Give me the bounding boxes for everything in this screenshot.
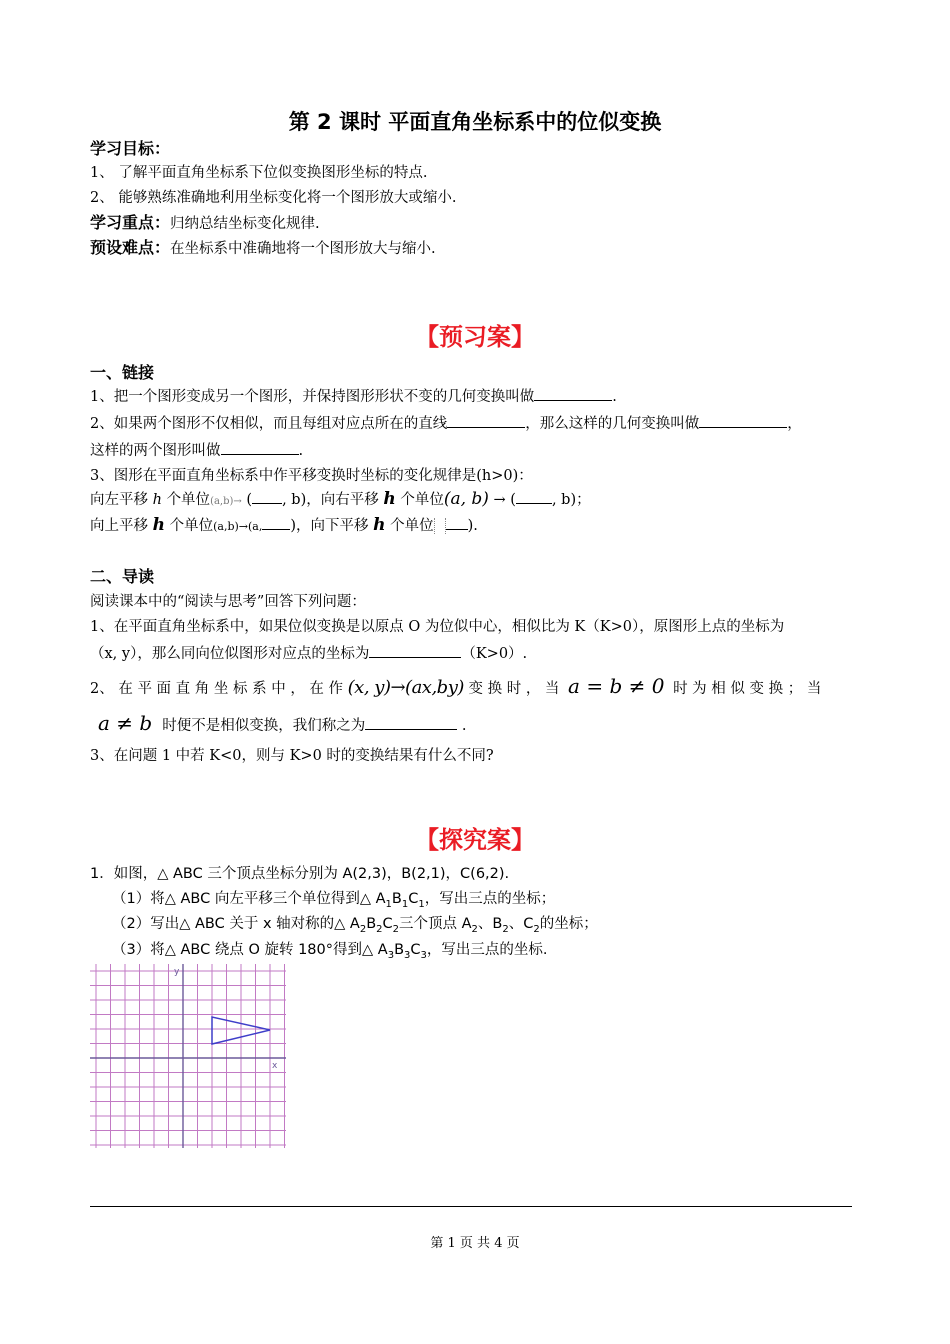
guide-q1: 1、在平面直角坐标系中，如果位似变换是以原点 O 为位似中心，相似比为 K（K>0），原图形上点的坐标为 xyxy=(90,619,785,635)
blank-guide-q2[interactable] xyxy=(365,714,457,730)
translate-up-down: 向上平移 h 个单位(a,b)→(a, )，向下平移 h 个单位 ). xyxy=(90,515,478,535)
blank-up[interactable] xyxy=(262,514,290,530)
blank-q2-a[interactable] xyxy=(447,412,525,428)
blank-q1[interactable] xyxy=(534,385,612,401)
x-axis-label: x xyxy=(272,1061,278,1071)
difficulty-label: 预设难点： xyxy=(90,238,171,257)
objectives-heading: 学习目标： xyxy=(90,139,171,158)
explore-q1: 1．如图，△ ABC 三个顶点坐标分别为 A(2,3)，B(2,1)，C(6,2). xyxy=(90,866,510,882)
difficulty xyxy=(90,235,436,258)
guide-q3: 3、在问题 1 中若 K<0，则与 K>0 时的变换结果有什么不同? xyxy=(90,748,494,764)
link-q2: 2、如果两个图形不仅相似，而且每组对应点所在的直线 ，那么这样的几何变换叫做 ， xyxy=(90,412,802,433)
guide-q1-cont: （x, y），那么同向位似图形对应点的坐标为 （K>0）. xyxy=(90,642,527,663)
blank-guide-q1[interactable] xyxy=(369,642,461,658)
blank-left[interactable] xyxy=(252,488,282,504)
garbled-glyph xyxy=(434,518,446,534)
key-point xyxy=(90,210,320,233)
explore-sub3: （3）将△ ABC 绕点 O 旋转 180°得到△ $A_3B_3C_3$，写出三点的坐标. xyxy=(112,942,548,961)
page-title: 第 2 课时 平面直角坐标系中的位似变换 xyxy=(288,110,662,134)
link-q3: 3、图形在平面直角坐标系中作平移变换时坐标的变化规律是(h>0)： xyxy=(90,468,533,484)
guide-q2: 2、 在 平 面 直 角 坐 标 系 中 ， 在 作 (x, y)→(ax,by) 变 换 时 ， 当 a = b ≠ 0 时 为 相 似 变 换 ； 当 xyxy=(90,674,822,698)
page-footer: 第 1 页 共 4 页 xyxy=(430,1236,520,1251)
link-q2-cont: 这样的两个图形叫做 . xyxy=(90,439,303,460)
guide-heading: 二、导读 xyxy=(90,567,155,586)
objective-1: 1、 了解平面直角坐标系下位似变换图形坐标的特点. xyxy=(90,165,428,181)
preview-section-title: 【预习案】 xyxy=(415,323,535,351)
explore-sub2: （2）写出△ ABC 关于 x 轴对称的△ $A_2B_2C_2$三个顶点 $A_2$、$B_2$、$C_2$的坐标； xyxy=(112,916,598,935)
explore-section-title: 【探究案】 xyxy=(415,826,535,854)
blank-q2-c[interactable] xyxy=(221,439,299,455)
key-point-label: 学习重点： xyxy=(90,213,171,232)
objective-2: 2、 能够熟练准确地利用坐标变化将一个图形放大或缩小. xyxy=(90,190,457,206)
grid-lines xyxy=(90,964,286,1148)
explore-sub1: （1）将△ ABC 向左平移三个单位得到△ $A_1B_1C_1$，写出三点的坐标； xyxy=(112,891,556,910)
link-q1: 1、把一个图形变成另一个图形，并保持图形形状不变的几何变换叫做 . xyxy=(90,385,617,406)
coordinate-grid xyxy=(90,960,290,1150)
guide-q2-cont: a ≠ b 时便不是相似变换，我们称之为 . xyxy=(98,711,467,735)
difficulty-text: 在坐标系中准确地将一个图形放大与缩小. xyxy=(170,241,436,257)
translate-left-right: 向左平移 h 个单位(a,b)→ ( , b)，向右平移 h 个单位(a, b) → ( , b)； xyxy=(90,489,591,509)
footer-divider xyxy=(90,1206,852,1207)
blank-right[interactable] xyxy=(516,488,552,504)
blank-down[interactable] xyxy=(446,514,468,530)
guide-intro: 阅读课本中的“阅读与思考”回答下列问题： xyxy=(90,594,366,610)
link-heading: 一、链接 xyxy=(90,363,155,382)
y-axis-label: y xyxy=(174,967,180,977)
key-point-text: 归纳总结坐标变化规律. xyxy=(170,216,320,232)
blank-q2-b[interactable] xyxy=(699,412,787,428)
